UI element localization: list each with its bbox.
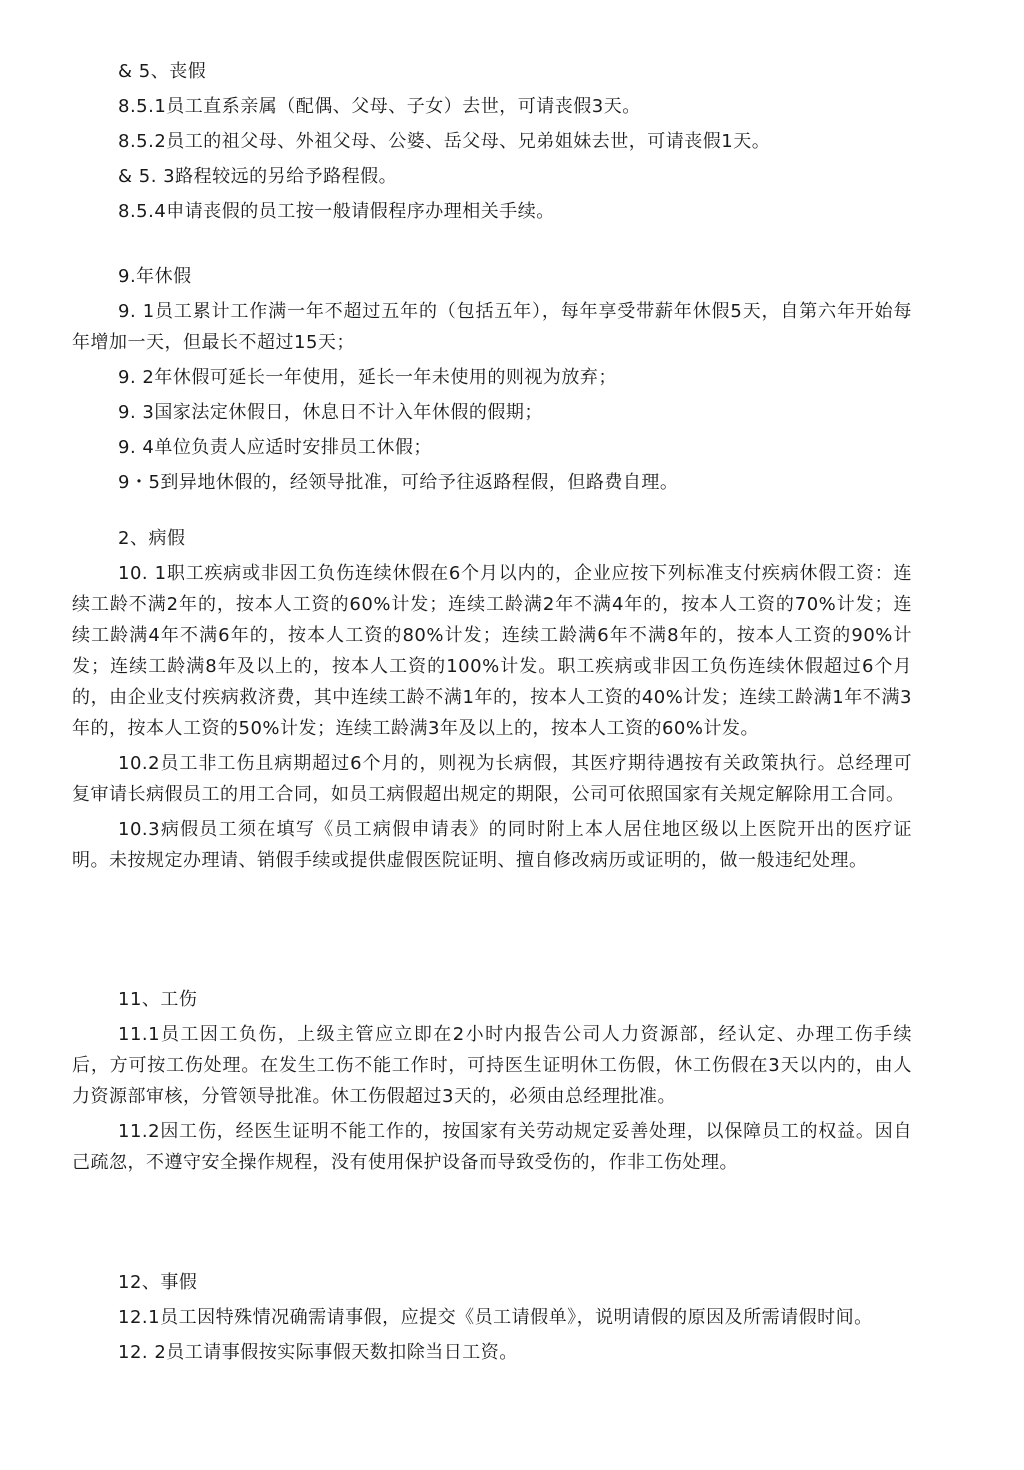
clause-paragraph: 8.5.2员工的祖父母、外祖父母、公婆、岳父母、兄弟姐妹去世，可请丧假1天。	[118, 131, 771, 152]
clause-paragraph: 8.5.1员工直系亲属（配偶、父母、子女）去世，可请丧假3天。	[118, 96, 641, 117]
clause-paragraph: 9・5到异地休假的，经领导批准，可给予往返路程假，但路费自理。	[118, 472, 679, 493]
clause-paragraph: 10. 1职工疾病或非因工负伤连续休假在6个月以内的，企业应按下列标准支付疾病休假工资：连续工龄不满2年的，按本人工资的60%计发；连续工龄满2年不满4年的，按本人工资的70%计发；连续工龄满4年不满6年的，按本人工资的80%计发；连续工龄满6年不满8年的，按本人工资的90%计发；连续工龄满8年及以上的，按本人工资的100%计发。职工疾病或非因工负伤连续休假超过6个月的，由企业支付疾病救济费，其中连续工龄不满1年的，按本人工资的40%计发；连续工龄满1年不满3年的，按本人工资的50%计发；连续工龄满3年及以上的，按本人工资的60%计发。	[72, 563, 912, 739]
clause-paragraph: 12. 2员工请事假按实际事假天数扣除当日工资。	[118, 1342, 518, 1363]
section-heading: & 5、丧假	[118, 61, 207, 82]
clause-paragraph: 12.1员工因特殊情况确需请事假，应提交《员工请假单》，说明请假的原因及所需请假时间。	[118, 1307, 873, 1328]
clause-paragraph: 10.3病假员工须在填写《员工病假申请表》的同时附上本人居住地区级以上医院开出的医疗证明。未按规定办理请、销假手续或提供虚假医院证明、擅自修改病历或证明的，做一般违纪处理。	[72, 819, 912, 871]
clause-paragraph: 11.1员工因工负伤，上级主管应立即在2小时内报告公司人力资源部，经认定、办理工伤手续后，方可按工伤处理。在发生工伤不能工作时，可持医生证明休工伤假，休工伤假在3天以内的，由人力资源部审核，分管领导批准。休工伤假超过3天的，必须由总经理批准。	[72, 1024, 912, 1107]
section-work-injury	[72, 985, 912, 1182]
section-heading: 2、病假	[118, 528, 186, 549]
section-sick-leave	[72, 524, 912, 880]
clause-paragraph: & 5. 3路程较远的另给予路程假。	[118, 166, 398, 187]
clause-paragraph: 9. 1员工累计工作满一年不超过五年的（包括五年），每年享受带薪年休假5天，自第六年开始每年增加一天，但最长不超过15天；	[72, 301, 912, 353]
clause-paragraph: 8.5.4申请丧假的员工按一般请假程序办理相关手续。	[118, 201, 555, 222]
section-personal-leave	[72, 1268, 912, 1372]
section-annual-leave	[72, 262, 912, 502]
section-heading: 11、工伤	[118, 989, 198, 1010]
clause-paragraph: 11.2因工伤，经医生证明不能工作的，按国家有关劳动规定妥善处理，以保障员工的权益。因自己疏忽，不遵守安全操作规程，没有使用保护设备而导致受伤的，作非工伤处理。	[72, 1121, 912, 1173]
section-heading: 9.年休假	[118, 266, 192, 287]
section-heading: 12、事假	[118, 1272, 198, 1293]
section-funeral-leave	[72, 57, 912, 231]
clause-paragraph: 9. 4单位负责人应适时安排员工休假；	[118, 437, 432, 458]
clause-paragraph: 10.2员工非工伤且病期超过6个月的，则视为长病假，其医疗期待遇按有关政策执行。总经理可复审请长病假员工的用工合同，如员工病假超出规定的期限，公司可依照国家有关规定解除用工合同。	[72, 753, 912, 805]
clause-paragraph: 9. 3国家法定休假日，休息日不计入年休假的假期；	[118, 402, 543, 423]
clause-paragraph: 9. 2年休假可延长一年使用，延长一年未使用的则视为放弃；	[118, 367, 617, 388]
